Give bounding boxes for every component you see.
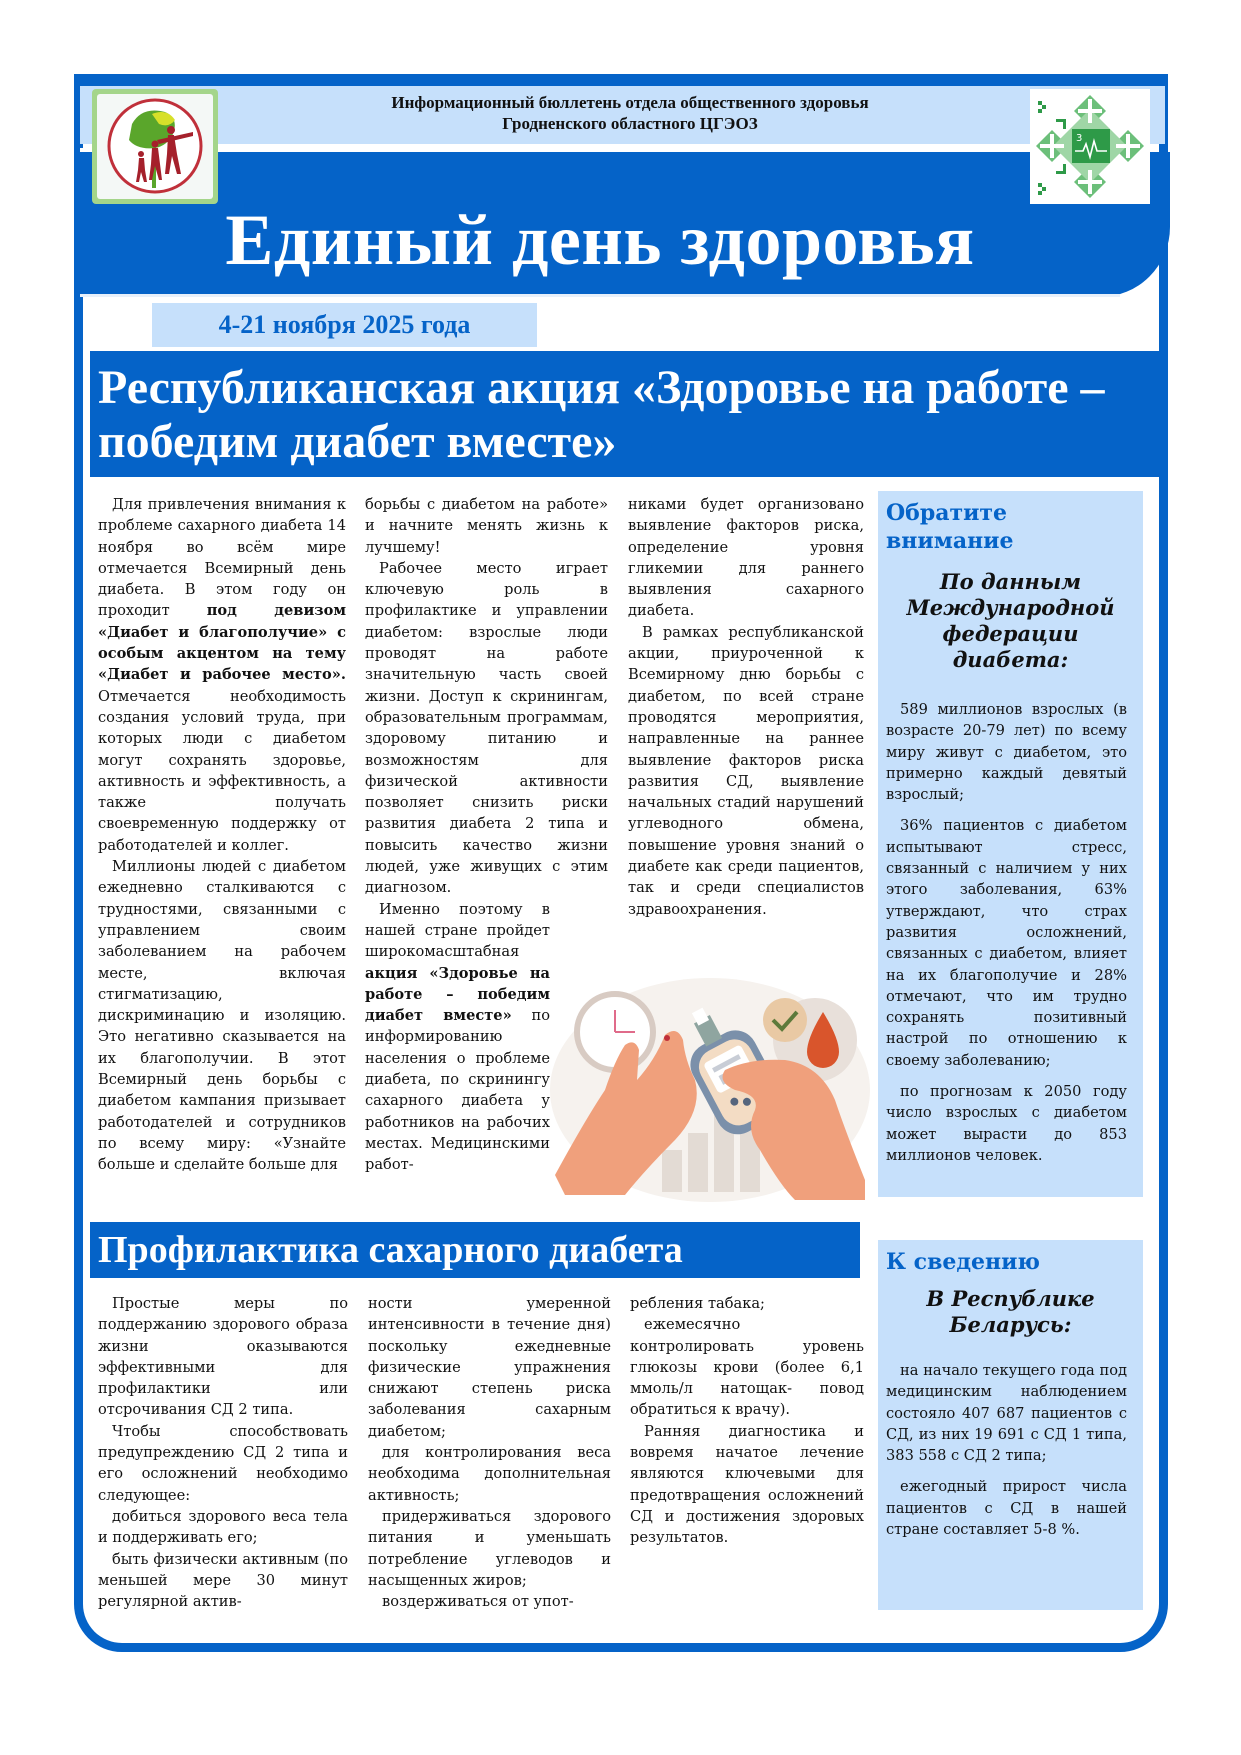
divider xyxy=(80,294,1120,297)
sidebar-subtitle: По данным Международной федерации диабета: xyxy=(906,569,1115,672)
glucometer-hands-illustration-icon xyxy=(545,960,875,1210)
sidebar-fact: на начало текущего года под медицинским наблюдением состояло 407 687 пациентов с СД, из них 19 691 с СД 1 типа, 383 558 с СД 2 типа; xyxy=(886,1362,1127,1465)
attention-sidebar xyxy=(878,491,1143,1197)
sidebar-fact: по прогнозам к 2050 году число взрослых с диабетом может вырасти до 853 миллионов человек. xyxy=(886,1083,1127,1164)
list-item: быть физически активным (по меньшей мере 30 минут регулярной актив- xyxy=(98,1550,348,1611)
paragraph xyxy=(365,899,550,1176)
paragraph: никами будет организовано выявление факторов риска, определение уровня гликемии для раннего выявления сахарного диабета. xyxy=(628,496,864,620)
bulletin-line-2: Гродненского областного ЦГЭОЗ xyxy=(502,114,758,133)
sidebar-title: Обратите внимание xyxy=(886,500,1014,554)
ornament-heartbeat-logo-icon xyxy=(1030,89,1150,204)
list-item: ежемесячно контролировать уровень глюкозы крови (более 6,1 ммоль/л натощак- повод обратиться к врачу). xyxy=(630,1316,864,1419)
text: Отмечается необходимость создания условий труда, при которых люди с диабетом могут сохранять здоровье, активность и эффективность, а также получать своевременную поддержку от работодателей и коллег. xyxy=(98,687,346,854)
list-item: ности умеренной интенсивности в течение дня) поскольку ежедневные физические упражнения снижают степень риска заболевания сахарным диабетом; xyxy=(368,1295,611,1440)
article-column-1 xyxy=(98,494,346,1176)
list-item: воздерживаться от упот- xyxy=(382,1593,574,1611)
sidebar-subtitle: В Республике Беларусь: xyxy=(926,1286,1095,1337)
paragraph: Чтобы способствовать предупреждению СД 2 типа и его осложнений необходимо следующее: xyxy=(98,1422,348,1504)
text: Для привлечения внимания к проблеме сахарного диабета 14 ноября во всём мире отмечается Всемирный день диабета. В этом году он проходит xyxy=(98,496,346,620)
bulletin-line-1: Информационный бюллетень отдела общественного здоровья xyxy=(391,93,869,112)
emphasis-text: акция «Здоровье на работе – победим диабет вместе» xyxy=(365,964,550,1025)
sidebar-fact: ежегодный прирост числа пациентов с СД в нашей стране составляет 5-8 %. xyxy=(886,1478,1127,1539)
paragraph xyxy=(98,494,346,856)
sidebar-title: К сведению xyxy=(886,1249,1040,1275)
article-heading: Республиканская акция «Здоровье на работе – победим диабет вместе» xyxy=(98,361,1105,468)
paragraph: Ранняя диагностика и вовремя начатое лечение являются ключевыми для предотвращения осложнений СД и достижения здоровых результатов. xyxy=(630,1422,864,1547)
list-item: для контролирования веса необходима дополнительная активность; xyxy=(368,1444,611,1504)
organization-logo xyxy=(92,89,218,204)
list-item: ребления табака; xyxy=(630,1295,765,1312)
healthy-lifestyle-logo xyxy=(1030,89,1150,204)
sidebar-fact: 36% пациентов с диабетом испытывают стресс, связанный с наличием у них этого заболевания, 63% утверждают, что страх развития осложнений, связанных с диабетом, влияет на их благополучие и 28% отмечают, что им трудно сохранять позитивный настрой по отношению к своему заболеванию; xyxy=(886,817,1127,1069)
sidebar-fact: 589 миллионов взрослых (в возрасте 20-79 лет) по всему миру живут с диабетом, это примерно каждый девятый взрослый; xyxy=(886,701,1127,804)
glucometer-illustration xyxy=(545,960,875,1210)
article-column-3 xyxy=(628,494,864,920)
paragraph: Простые меры по поддержанию здорового образа жизни оказываются эффективными для профилактики или отсрочивания СД 2 типа. xyxy=(98,1295,348,1419)
section-column-1 xyxy=(98,1293,348,1612)
text: Именно поэтому в нашей стране пройдет широкомасштабная xyxy=(365,900,550,961)
page-title: Единый день здоровья xyxy=(225,200,975,280)
list-item: добиться здорового веса тела и поддерживать его; xyxy=(98,1507,348,1547)
text: по информированию населения о проблеме диабета, по скринингу сахарного диабета у работников на рабочих местах. Медицинскими работ- xyxy=(365,1007,550,1174)
bulletin-subtitle xyxy=(220,92,1040,134)
info-sidebar xyxy=(878,1240,1143,1610)
emphasis-text: под девизом «Диабет и благополучие» с особым акцентом на тему «Диабет и рабочее место». xyxy=(98,602,346,684)
paragraph: В рамках республиканской акции, приуроченной к Всемирному дню борьбы с диабетом, по всей стране проводятся мероприятия, направленные на раннее выявление факторов риска развития СД, выявление начальных стадий нарушений углеводного обмена, повышение уровня знаний о диабете как среди пациентов, так и среди специалистов здравоохранения. xyxy=(628,623,864,918)
section-column-2 xyxy=(368,1293,611,1612)
paragraph: Миллионы людей с диабетом ежедневно сталкиваются с трудностями, связанными с управлением своим заболеванием на рабочем месте, включая стигматизацию, дискриминацию и изоляцию. Это негативно сказывается на их благополучии. В этот Всемирный день борьбы с диабетом кампания призывает работодателей и сотрудников по всему миру: «Узнайте больше и сделайте больше для xyxy=(98,858,346,1174)
paragraph: борьбы с диабетом на работе» и начните менять жизнь к лучшему! xyxy=(365,496,608,556)
event-date: 4-21 ноября 2025 года xyxy=(152,303,537,347)
tree-people-logo-icon xyxy=(97,94,213,199)
section-heading: Профилактика сахарного диабета xyxy=(98,1229,683,1271)
paragraph: Рабочее место играет ключевую роль в профилактике и управлении диабетом: взрослые люди проводят на работе значительную часть своей жизни. Доступ к скринингам, образовательным программам, здоровому питанию и возможностям для физической активности позволяет снизить риски развития диабета 2 типа и повысить качество жизни людей, уже живущих с этим диагнозом. xyxy=(365,559,608,897)
logo-digit: 3 xyxy=(1076,133,1083,144)
section-column-3 xyxy=(630,1293,864,1549)
list-item: придерживаться здорового питания и уменьшать потребление углеводов и насыщенных жиров; xyxy=(368,1507,611,1589)
